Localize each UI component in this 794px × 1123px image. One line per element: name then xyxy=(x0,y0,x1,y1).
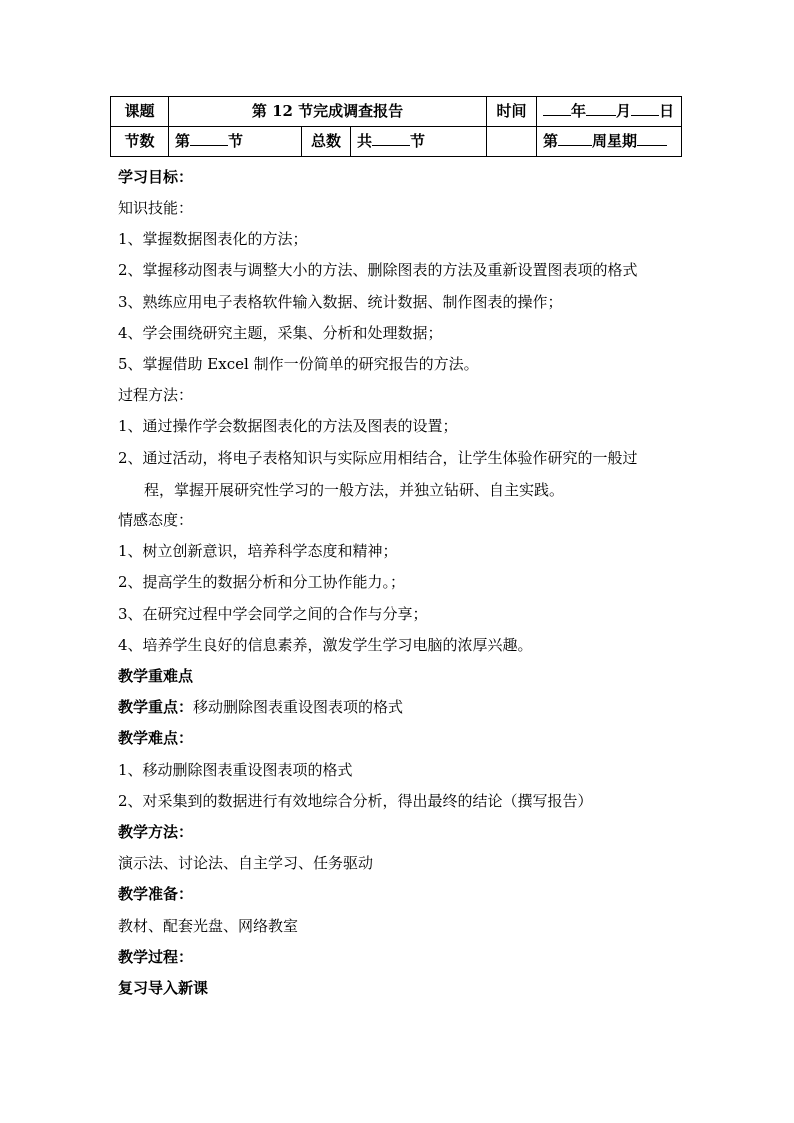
total-blank xyxy=(372,129,410,146)
week-prefix: 第 xyxy=(543,132,559,150)
header-row-section xyxy=(111,127,682,157)
total-label: 总数 xyxy=(302,127,351,157)
attitude-heading: 情感态度： xyxy=(118,511,194,529)
difficult-heading: 教学难点： xyxy=(118,729,194,747)
methods-text: 演示法、讨论法、自主学习、任务驱动 xyxy=(118,854,374,872)
knowledge-item-5: 5、掌握借助 Excel 制作一份简单的研究报告的方法。 xyxy=(118,355,479,373)
prep-heading: 教学准备： xyxy=(118,885,194,903)
section-label: 节数 xyxy=(111,127,169,157)
knowledge-heading: 知识技能： xyxy=(118,199,194,217)
knowledge-item-3: 3、熟练应用电子表格软件输入数据、统计数据、制作图表的操作； xyxy=(118,293,563,311)
review-heading: 复习导入新课 xyxy=(118,979,209,997)
attitude-item-2: 2、提高学生的数据分析和分工协作能力。； xyxy=(118,573,406,591)
header-row-topic xyxy=(111,97,682,127)
prep-text: 教材、配套光盘、网络教室 xyxy=(118,917,299,935)
attitude-item-1: 1、树立创新意识，培养科学态度和精神； xyxy=(118,542,398,560)
process-item-2-cont: 程，掌握开展研究性学习的一般方法，并独立钻研、自主实践。 xyxy=(144,481,565,499)
month-blank xyxy=(586,99,616,116)
lesson-header-table xyxy=(110,96,682,157)
section-prefix: 第 xyxy=(175,132,191,150)
total-prefix: 共 xyxy=(357,132,373,150)
section-field xyxy=(169,127,302,157)
day-suffix: 日 xyxy=(659,102,675,120)
time-label: 时间 xyxy=(487,97,537,127)
week-field xyxy=(537,127,682,157)
day-blank xyxy=(631,99,659,116)
knowledge-item-2: 2、掌握移动图表与调整大小的方法、删除图表的方法及重新设置图表项的格式 xyxy=(118,261,638,279)
difficult-item-2: 2、对采集到的数据进行有效地综合分析，得出最终的结论（撰写报告） xyxy=(118,792,593,810)
knowledge-item-1: 1、掌握数据图表化的方法； xyxy=(118,230,308,248)
date-field xyxy=(537,97,682,127)
month-suffix: 月 xyxy=(616,102,632,120)
key-points-text: 移动删除图表重设图表项的格式 xyxy=(193,698,404,716)
empty-cell xyxy=(487,127,537,157)
difficult-item-1: 1、移动删除图表重设图表项的格式 xyxy=(118,761,353,779)
total-suffix: 节 xyxy=(410,132,426,150)
section-blank xyxy=(190,129,228,146)
topic-label: 课题 xyxy=(111,97,169,127)
total-field xyxy=(351,127,487,157)
key-points-line xyxy=(118,697,403,717)
week-blank xyxy=(558,129,592,146)
teaching-process-heading: 教学过程： xyxy=(118,948,194,966)
objectives-heading: 学习目标： xyxy=(118,168,194,186)
knowledge-item-4: 4、学会围绕研究主题，采集、分析和处理数据； xyxy=(118,324,443,342)
process-heading: 过程方法： xyxy=(118,386,194,404)
section-suffix: 节 xyxy=(228,132,244,150)
key-points-label: 教学重点： xyxy=(118,698,194,716)
process-item-2: 2、通过活动，将电子表格知识与实际应用相结合，让学生体验作研究的一般过 xyxy=(118,449,638,467)
key-difficult-heading: 教学重难点 xyxy=(118,667,194,685)
attitude-item-3: 3、在研究过程中学会同学之间的合作与分享； xyxy=(118,605,428,623)
weekday-blank xyxy=(637,129,667,146)
attitude-item-4: 4、培养学生良好的信息素养，激发学生学习电脑的浓厚兴趣。 xyxy=(118,636,533,654)
process-item-1: 1、通过操作学会数据图表化的方法及图表的设置； xyxy=(118,417,458,435)
year-suffix: 年 xyxy=(571,102,587,120)
methods-heading: 教学方法： xyxy=(118,823,194,841)
year-blank xyxy=(543,99,571,116)
week-mid: 周星期 xyxy=(592,132,638,150)
topic-value: 第 12 节完成调查报告 xyxy=(169,97,487,127)
